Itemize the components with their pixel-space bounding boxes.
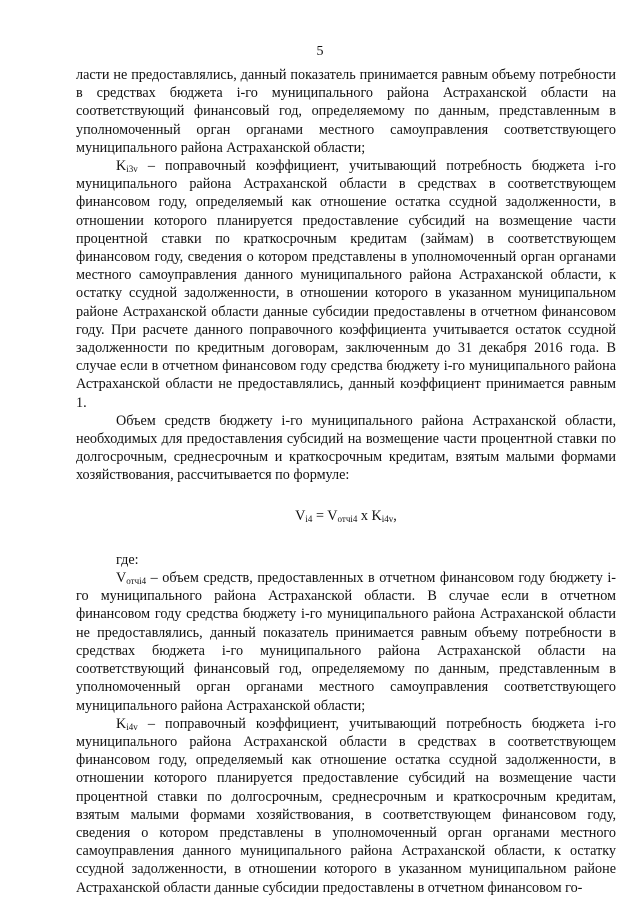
formula-lhs-subscript: i4 <box>305 513 313 524</box>
definition-text: – объем средств, предоставленных в отчетном финансовом году бюджету i-го муниципального района Астраханской области. В случае если в отчетном финансовом году средства бюджету i-го муниципального района Астраханской области не предоставлялись, данный показатель принимается равным объему потребности в средствах бюджета i-го муниципального района Астраханской области на соответствующий финансовый год, определяемому по данным, представленным в уполномоченный орган органами местного самоуправления соответствующего муниципального района Астраханской области; <box>76 570 616 714</box>
symbol-subscript: i3v <box>126 164 138 175</box>
formula-k: K <box>371 507 382 524</box>
symbol-subscript: i4v <box>126 721 138 732</box>
definition-text: – поправочный коэффициент, учитывающий потребность бюджета i-го муниципального района Астраханской области в средствах в соответствующем финансовом году, определяемый как отношение остатка ссудной задолженности, в отношении которого планируется предоставление субсидий на возмещение части процентной ставки по краткосрочным кредитам (займам) в соответствующем финансовом году, сведения о котором представлены в уполномоченный орган органами местного самоуправления данного муниципального района Астраханской области, к остатку ссудной задолженности, в отношении которого в указанном муниципальном районе Астраханской области данные субсидии предоставлены в отчетном финансовом году. При расчете данного поправочного коэффициента учитывается остаток ссудной задолженности по кредитным договорам, заключенным до 31 декабря 2016 года. В случае если в отчетном финансовом году средства бюджету i-го муниципального района Астраханской области не предоставлялись, данный коэффициент принимается равным 1. <box>76 158 616 411</box>
formula-v: V <box>327 507 338 524</box>
formula-equals: = <box>312 507 328 524</box>
paragraph-k-i4v <box>76 715 616 897</box>
paragraph-k-i3v <box>76 157 616 412</box>
formula-lhs: V <box>295 507 306 524</box>
paragraph-formula-intro: Объем средств бюджету i-го муниципального района Астраханской области, необходимых для предоставления субсидий на возмещение части процентной ставки по долгосрочным, среднесрочным и краткосрочным кредитам, взятым малыми формами хозяйствования, рассчитывается по формуле: <box>76 412 616 484</box>
document-body <box>76 66 616 897</box>
symbol-k: K <box>116 158 127 175</box>
paragraph-continuation: ласти не предоставлялись, данный показатель принимается равным объему потребности в средствах бюджета i-го муниципального района Астраханской области на соответствующий финансовый год, определяемому по данным, представленным в уполномоченный орган органами местного самоуправления соответствующего муниципального района Астраханской области; <box>76 67 616 156</box>
definition-text: – поправочный коэффициент, учитывающий потребность бюджета i-го муниципального района Астраханской области в средствах в соответствующем финансовом году, определяемый как отношение остатка ссудной задолженности, в отношении которого планируется предоставление субсидий на возмещение части процентной ставки по долгосрочным, среднесрочным и краткосрочным кредитам, взятым малыми формами хозяйствования, в соответствующем финансовом году, сведения о котором представлены в уполномоченный орган органами местного самоуправления данного муниципального района Астраханской области, к остатку ссудной задолженности, в отношении которого в указанном муниципальном районе Астраханской области данные субсидии предоставлены в отчетном финансовом го- <box>76 715 616 896</box>
symbol-k: K <box>116 715 127 732</box>
paragraph-v-otch-i4 <box>76 569 616 715</box>
symbol-v: V <box>116 570 127 587</box>
where-label: где: <box>116 551 139 568</box>
formula <box>76 507 616 525</box>
formula-multiply: x <box>357 507 372 524</box>
formula-tail: , <box>393 507 397 524</box>
formula-v-subscript: отчi4 <box>337 513 358 524</box>
symbol-subscript: отчi4 <box>126 576 147 587</box>
formula-k-subscript: i4v <box>381 513 394 524</box>
page-number: 5 <box>316 44 324 59</box>
